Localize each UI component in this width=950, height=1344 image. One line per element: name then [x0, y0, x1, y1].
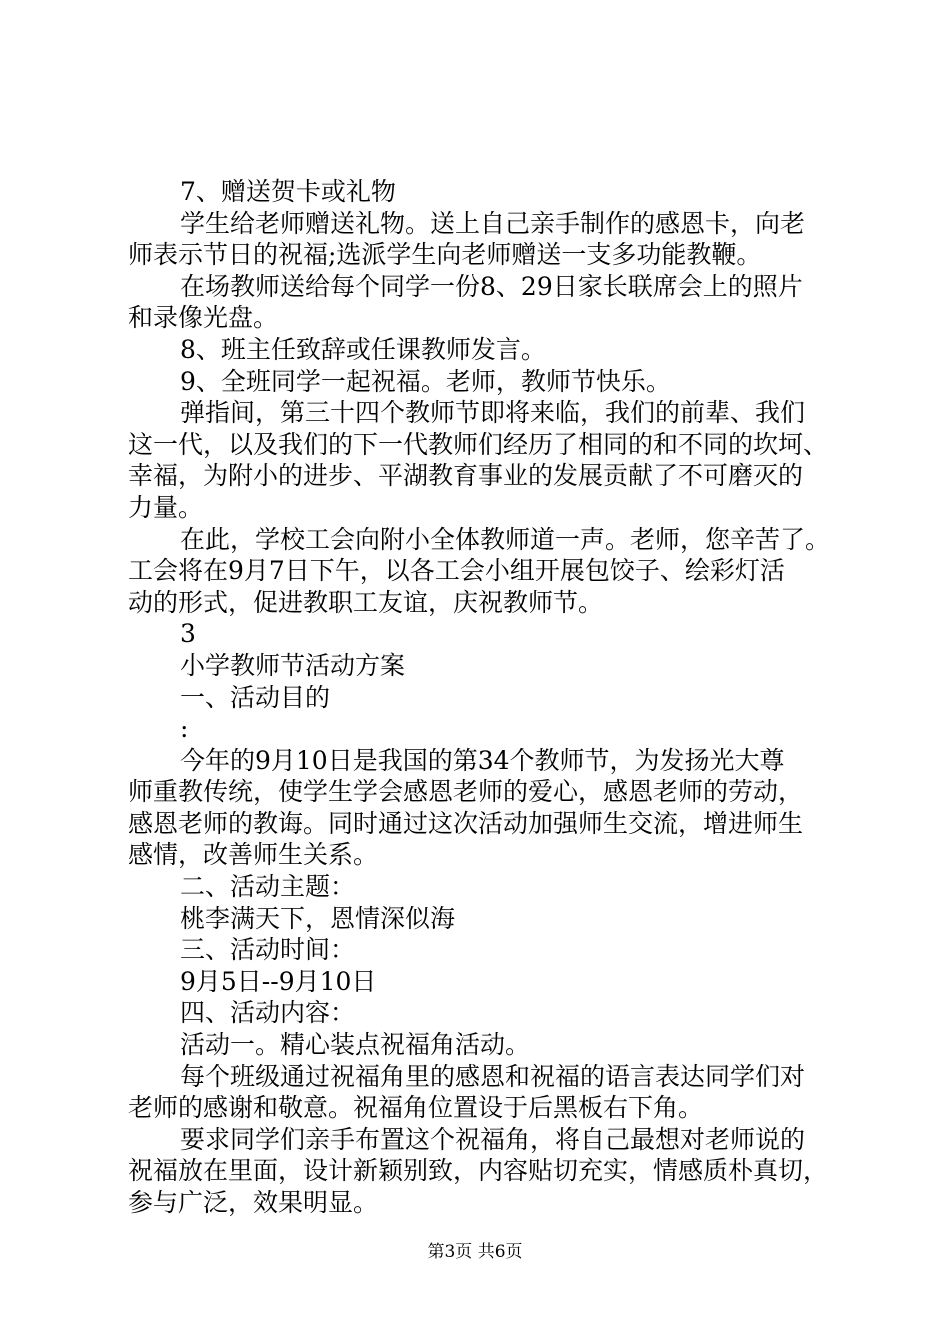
text-line: 活动一。精心装点祝福角活动。 — [180, 1030, 531, 1060]
text-line: 这一代，以及我们的下一代教师们经历了相同的和不同的坎坷、 — [128, 429, 829, 459]
text-line: 学生给老师赠送礼物。送上自己亲手制作的感恩卡，向老 — [180, 208, 806, 238]
text-line: 弹指间，第三十四个教师节即将来临，我们的前辈、我们 — [180, 398, 806, 428]
text-line: 三、活动时间： — [180, 935, 356, 965]
text-line: 9、全班同学一起祝福。老师，教师节快乐。 — [180, 366, 671, 396]
text-line: 师表示节日的祝福;选派学生向老师赠送一支多功能教鞭。 — [128, 240, 762, 270]
text-line: 师重教传统，使学生学会感恩老师的爱心，感恩老师的劳动， — [128, 777, 804, 807]
text-line: 老师的感谢和敬意。祝福角位置设于后黑板右下角。 — [128, 1093, 704, 1123]
text-line: 每个班级通过祝福角里的感恩和祝福的语言表达同学们对 — [180, 1061, 806, 1091]
text-line: 二、活动主题： — [180, 872, 356, 902]
text-line: 工会将在9月7日下午，以各工会小组开展包饺子、绘彩灯活 — [128, 556, 785, 586]
text-line: 小学教师节活动方案 — [180, 650, 406, 680]
text-line: 幸福，为附小的进步、平湖教育事业的发展贡献了不可磨灭的 — [128, 461, 804, 491]
text-line: 四、活动内容： — [180, 998, 356, 1028]
text-line: 8、班主任致辞或任课教师发言。 — [180, 334, 546, 364]
text-line: 参与广泛，效果明显。 — [128, 1188, 379, 1217]
text-line: 9月5日--9月10日 — [180, 966, 377, 996]
text-line: 动的形式，促进教职工友谊，庆祝教师节。 — [128, 587, 604, 617]
text-line: 要求同学们亲手布置这个祝福角，将自己最想对老师说的 — [180, 1124, 806, 1154]
page-footer: 第3页 共6页 — [427, 1242, 523, 1262]
document-body — [128, 176, 840, 1219]
text-line: 3 — [180, 619, 196, 649]
text-line: 在场教师送给每个同学一份8、29日家长联席会上的照片 — [180, 271, 803, 301]
text-line: 在此，学校工会向附小全体教师道一声。老师，您辛苦了。 — [180, 524, 831, 554]
text-line: 感情，改善师生关系。 — [128, 840, 379, 870]
text-line: 感恩老师的教诲。同时通过这次活动加强师生交流，增进师生 — [128, 808, 804, 838]
text-line: 一、活动目的 — [180, 682, 331, 712]
text-line: 力量。 — [128, 492, 204, 522]
text-line: 7、赠送贺卡或礼物 — [180, 177, 396, 206]
text-line: : — [180, 714, 189, 744]
text-line: 今年的9月10日是我国的第34个教师节，为发扬光大尊 — [180, 745, 785, 775]
text-line: 桃李满天下，恩情深似海 — [180, 903, 456, 933]
text-line: 祝福放在里面，设计新颖别致，内容贴切充实，情感质朴真切， — [128, 1156, 829, 1186]
text-line: 和录像光盘。 — [128, 303, 279, 333]
